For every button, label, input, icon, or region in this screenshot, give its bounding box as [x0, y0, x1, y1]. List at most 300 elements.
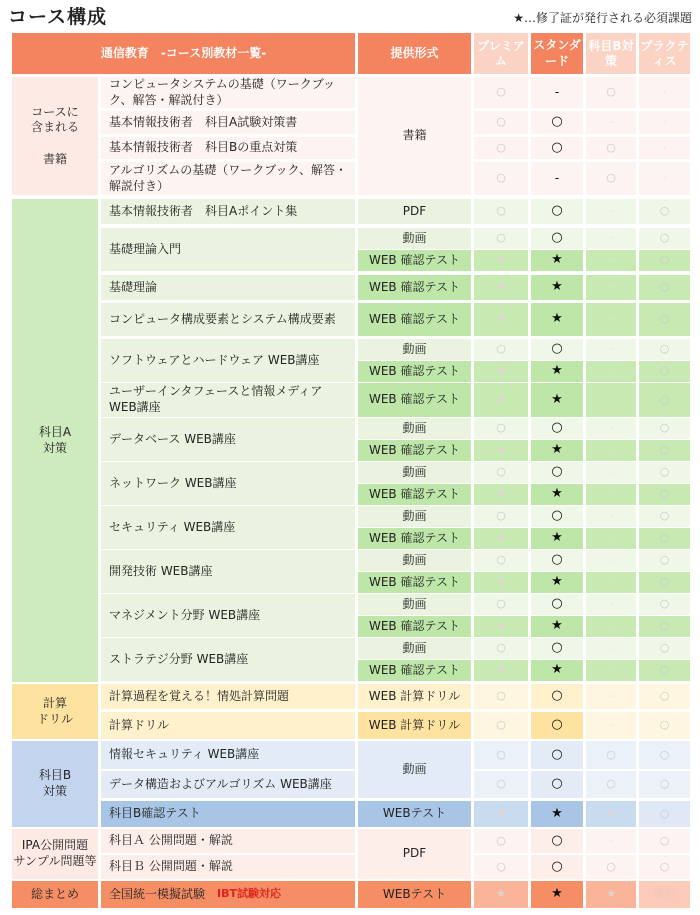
row-11v-practice-cell [639, 462, 690, 483]
circle-icon: ○ [496, 747, 506, 761]
row-15v-subjectb-cell [586, 638, 636, 659]
circle-icon: ○ [496, 465, 506, 479]
row-6-practice-cell [639, 275, 690, 300]
star-icon: ★ [551, 363, 563, 379]
group-books: コースに 含まれる 書籍 [12, 77, 98, 195]
item-title: コンピュータ構成要素とシステム構成要素 [101, 303, 355, 336]
row-5t-premium-cell [474, 250, 528, 271]
row-19-practice-cell [639, 771, 690, 798]
circle-icon: ○ [606, 140, 616, 154]
format-video: 動画 [358, 418, 471, 439]
format-video: 動画 [358, 741, 471, 798]
format-web-test: WEB 確認テスト [358, 361, 471, 382]
dash-icon: - [609, 641, 613, 655]
circle-icon: ○ [659, 342, 670, 356]
dash-icon: - [609, 253, 613, 267]
dash-icon: - [609, 487, 613, 501]
row-15v-standard-cell [531, 638, 583, 659]
item-title: 基礎理論 [101, 275, 355, 300]
circle-icon: ○ [551, 640, 563, 656]
row-10t-practice-cell [639, 440, 690, 461]
row-20-practice-cell [639, 801, 690, 827]
circle-icon: ○ [659, 253, 670, 267]
row-13t-subjectb-cell [586, 572, 636, 593]
row-6-subjectb-cell [586, 275, 636, 300]
row-19-subjectb-cell [586, 771, 636, 798]
circle-icon: ○ [606, 859, 616, 873]
dash-icon: - [609, 204, 613, 218]
star-icon: ★ [551, 574, 563, 590]
row-8t-practice-cell [639, 361, 690, 382]
row-10v-practice-cell [639, 418, 690, 439]
row-22-practice-cell [639, 855, 690, 879]
row-0-subjectb-cell [586, 77, 636, 108]
row-12t-premium-cell [474, 528, 528, 549]
row-16-premium-cell [474, 684, 528, 709]
row-11t-practice-cell [639, 484, 690, 505]
format-pdf-a: PDF [358, 199, 471, 224]
format-video: 動画 [358, 550, 471, 571]
format-webtest: WEBテスト [358, 881, 471, 908]
row-21-practice-cell [639, 829, 690, 853]
row-8v-subjectb-cell [586, 339, 636, 360]
row-9-practice-cell [639, 383, 690, 417]
row-18-practice-cell [639, 741, 690, 769]
circle-icon: ○ [551, 203, 563, 219]
row-12v-subjectb-cell [586, 506, 636, 527]
star-icon: ★ [551, 311, 563, 327]
dash-icon: - [609, 619, 613, 633]
row-2-subjectb-cell [586, 137, 636, 159]
circle-icon: ○ [551, 717, 563, 733]
circle-icon: ○ [496, 171, 506, 185]
item-title: 基本情報技術者 科目A試験対策書 [101, 111, 355, 134]
row-5v-standard-cell [531, 228, 583, 249]
item-title: データベース WEB講座 [101, 418, 355, 461]
item-title: コンピュータシステムの基礎（ワークブック、解答・解説付き） [101, 77, 355, 108]
circle-icon: ○ [659, 641, 670, 655]
dash-icon: - [609, 465, 613, 479]
row-8t-premium-cell [474, 361, 528, 382]
dash-icon: - [662, 85, 667, 99]
row-16-practice-cell [639, 684, 690, 709]
format-web-test: WEB 確認テスト [358, 303, 471, 336]
circle-icon: ○ [659, 465, 670, 479]
circle-icon: ○ [659, 663, 670, 677]
row-18-premium-cell [474, 741, 528, 769]
row-5v-subjectb-cell [586, 228, 636, 249]
circle-icon: ○ [551, 596, 563, 612]
circle-icon: ○ [496, 204, 506, 218]
row-15t-premium-cell [474, 660, 528, 681]
row-4-practice-cell [639, 199, 690, 224]
dash-icon: - [609, 553, 613, 567]
row-5v-premium-cell [474, 228, 528, 249]
format-web-test: WEB 確認テスト [358, 440, 471, 461]
circle-icon: ○ [496, 859, 506, 873]
row-13t-premium-cell [474, 572, 528, 593]
row-12t-standard-cell [531, 528, 583, 549]
item-title: データ構造およびアルゴリズム WEB講座 [101, 771, 355, 798]
row-10v-subjectb-cell [586, 418, 636, 439]
dash-icon: - [554, 84, 560, 99]
circle-icon: ○ [659, 364, 670, 378]
group-subject-b: 科目B 対策 [12, 741, 98, 827]
row-14v-standard-cell [531, 594, 583, 615]
item-title: 科目Ｂ 公開問題・解説 [101, 855, 355, 879]
circle-icon: ○ [659, 747, 670, 761]
circle-icon: ○ [659, 392, 670, 406]
row-20-standard-cell [531, 801, 583, 827]
dash-icon: - [609, 597, 613, 611]
item-title: 基礎理論入門 [101, 228, 355, 271]
row-21-premium-cell [474, 829, 528, 853]
circle-icon: ○ [659, 443, 670, 457]
format-web-test: WEB 確認テスト [358, 528, 471, 549]
circle-icon: ○ [659, 553, 670, 567]
star-icon: ★ [496, 253, 506, 267]
star-icon: ★ [496, 575, 506, 589]
format-video: 動画 [358, 462, 471, 483]
circle-icon: ○ [496, 553, 506, 567]
row-10v-standard-cell [531, 418, 583, 439]
row-6-premium-cell [474, 275, 528, 300]
row-14t-practice-cell [639, 616, 690, 637]
star-icon: ★ [551, 530, 563, 546]
ibt-badge: IBT試験対応 [217, 887, 281, 901]
dash-icon: - [662, 115, 667, 129]
dash-icon: - [609, 443, 613, 457]
star-icon: ★ [496, 487, 506, 501]
format-web-test: WEB 確認テスト [358, 275, 471, 300]
row-14t-standard-cell [531, 616, 583, 637]
row-16-subjectb-cell [586, 684, 636, 709]
star-icon: ★ [551, 805, 563, 821]
format-video: 動画 [358, 638, 471, 659]
row-12t-subjectb-cell [586, 528, 636, 549]
row-17-standard-cell [531, 712, 583, 739]
row-14v-practice-cell [639, 594, 690, 615]
page-title: コース構成 [8, 6, 108, 28]
circle-icon: ○ [496, 231, 506, 245]
row-17-subjectb-cell [586, 712, 636, 739]
star-icon: ★ [551, 391, 563, 407]
header-subjectb: 科目B対策 [586, 33, 636, 74]
circle-icon: ○ [659, 806, 670, 820]
row-14v-premium-cell [474, 594, 528, 615]
circle-icon: ○ [659, 204, 670, 218]
circle-icon: ○ [551, 464, 563, 480]
dash-icon: - [609, 364, 613, 378]
circle-icon: ○ [659, 597, 670, 611]
star-icon: ★ [496, 364, 506, 378]
row-20-subjectb-cell [586, 801, 636, 827]
header-standard: スタンダード [531, 33, 583, 74]
row-0-practice-cell [639, 77, 690, 108]
row-5t-subjectb-cell [586, 250, 636, 271]
row-13v-practice-cell [639, 550, 690, 571]
format-web-test: WEB 確認テスト [358, 484, 471, 505]
select-label: 選択 [653, 887, 676, 901]
star-icon: ★ [496, 280, 506, 294]
row-18-subjectb-cell [586, 741, 636, 769]
row-23-practice-cell [639, 881, 690, 908]
circle-icon: ○ [496, 421, 506, 435]
dash-icon: - [609, 531, 613, 545]
legend-note: ★…修了証が発行される必須課題 [513, 11, 692, 25]
row-12v-premium-cell [474, 506, 528, 527]
star-icon: ★ [551, 442, 563, 458]
row-15t-practice-cell [639, 660, 690, 681]
item-title: 基本情報技術者 科目Bの重点対策 [101, 137, 355, 159]
circle-icon: ○ [659, 487, 670, 501]
circle-icon: ○ [496, 777, 506, 791]
header-premium: プレミアム [474, 33, 528, 74]
circle-icon: ○ [606, 171, 616, 185]
row-9-subjectb-cell [586, 383, 636, 417]
row-11v-subjectb-cell [586, 462, 636, 483]
circle-icon: ○ [496, 718, 506, 732]
circle-icon: ○ [551, 832, 563, 848]
dash-icon: - [609, 833, 613, 847]
item-title [101, 881, 355, 908]
dash-icon: - [609, 575, 613, 589]
row-0-premium-cell [474, 77, 528, 108]
circle-icon: ○ [551, 858, 563, 874]
format-book: 書籍 [358, 77, 471, 195]
star-icon: ★ [551, 252, 563, 268]
row-21-subjectb-cell [586, 829, 636, 853]
row-1-practice-cell [639, 111, 690, 134]
row-7-practice-cell [639, 303, 690, 336]
circle-icon: ○ [496, 509, 506, 523]
row-22-standard-cell [531, 855, 583, 879]
row-22-subjectb-cell [586, 855, 636, 879]
format-webtest: WEBテスト [358, 801, 471, 827]
row-3-practice-cell [639, 162, 690, 195]
row-11t-subjectb-cell [586, 484, 636, 505]
row-23-subjectb-cell [586, 881, 636, 908]
circle-icon: ○ [659, 718, 670, 732]
row-8t-standard-cell [531, 361, 583, 382]
circle-icon: ○ [551, 230, 563, 246]
row-12v-standard-cell [531, 506, 583, 527]
row-13t-standard-cell [531, 572, 583, 593]
row-2-premium-cell [474, 137, 528, 159]
format-web-test: WEB 確認テスト [358, 572, 471, 593]
row-23-premium-cell [474, 881, 528, 908]
star-icon: ★ [496, 887, 506, 901]
star-icon: ★ [606, 887, 616, 901]
item-title: ユーザーインタフェースと情報メディア WEB講座 [101, 383, 355, 417]
circle-icon: ○ [496, 597, 506, 611]
row-7-premium-cell [474, 303, 528, 336]
row-13v-premium-cell [474, 550, 528, 571]
row-1-standard-cell [531, 111, 583, 134]
row-18-standard-cell [531, 741, 583, 769]
circle-icon: ○ [659, 833, 670, 847]
format-web-test: WEB 確認テスト [358, 660, 471, 681]
row-11t-standard-cell [531, 484, 583, 505]
format-pdf-ipa: PDF [358, 829, 471, 879]
row-1-subjectb-cell [586, 111, 636, 134]
row-15v-premium-cell [474, 638, 528, 659]
row-3-subjectb-cell [586, 162, 636, 195]
star-icon: ★ [496, 392, 506, 406]
row-8v-practice-cell [639, 339, 690, 360]
item-title-text: 全国統一模擬試験 [109, 886, 206, 901]
header-course: 通信教育 -コース別教材一覧- [12, 33, 355, 74]
item-title: アルゴリズムの基礎（ワークブック、解答・解説付き） [101, 162, 355, 195]
row-21-standard-cell [531, 829, 583, 853]
item-title: 計算過程を覚える！情処計算問題 [101, 684, 355, 709]
row-1-premium-cell [474, 111, 528, 134]
circle-icon: ○ [496, 833, 506, 847]
row-9-premium-cell [474, 383, 528, 417]
row-7-subjectb-cell [586, 303, 636, 336]
dash-icon: - [609, 392, 613, 406]
star-icon: ★ [606, 806, 616, 820]
circle-icon: ○ [659, 619, 670, 633]
circle-icon: ○ [659, 280, 670, 294]
row-3-standard-cell [531, 162, 583, 195]
item-title: 科目B確認テスト [101, 801, 355, 827]
dash-icon: - [609, 718, 613, 732]
star-icon: ★ [551, 886, 563, 902]
circle-icon: ○ [496, 85, 506, 99]
row-16-standard-cell [531, 684, 583, 709]
circle-icon: ○ [659, 531, 670, 545]
format-video: 動画 [358, 228, 471, 249]
row-2-standard-cell [531, 137, 583, 159]
group-calc-drill: 計算 ドリル [12, 684, 98, 739]
row-7-standard-cell [531, 303, 583, 336]
circle-icon: ○ [606, 747, 616, 761]
dash-icon: - [609, 312, 613, 326]
star-icon: ★ [551, 279, 563, 295]
row-19-premium-cell [474, 771, 528, 798]
circle-icon: ○ [551, 341, 563, 357]
row-10t-standard-cell [531, 440, 583, 461]
star-icon: ★ [551, 618, 563, 634]
dash-icon: - [609, 421, 613, 435]
circle-icon: ○ [551, 552, 563, 568]
star-icon: ★ [496, 663, 506, 677]
circle-icon: ○ [659, 777, 670, 791]
row-6-standard-cell [531, 275, 583, 300]
star-icon: ★ [551, 486, 563, 502]
row-14t-subjectb-cell [586, 616, 636, 637]
item-title: 開発技術 WEB講座 [101, 550, 355, 593]
row-13t-practice-cell [639, 572, 690, 593]
item-title: 基本情報技術者 科目Aポイント集 [101, 199, 355, 224]
circle-icon: ○ [551, 746, 563, 762]
circle-icon: ○ [659, 231, 670, 245]
circle-icon: ○ [496, 641, 506, 655]
row-10t-premium-cell [474, 440, 528, 461]
row-17-premium-cell [474, 712, 528, 739]
row-12v-practice-cell [639, 506, 690, 527]
row-8v-standard-cell [531, 339, 583, 360]
dash-icon: - [609, 663, 613, 677]
group-subject-a: 科目A 対策 [12, 199, 98, 682]
row-14t-premium-cell [474, 616, 528, 637]
dash-icon: - [609, 342, 613, 356]
item-title: 計算ドリル [101, 712, 355, 739]
row-8v-premium-cell [474, 339, 528, 360]
item-title: マネジメント分野 WEB講座 [101, 594, 355, 637]
row-10v-premium-cell [474, 418, 528, 439]
row-5v-practice-cell [639, 228, 690, 249]
row-14v-subjectb-cell [586, 594, 636, 615]
row-9-standard-cell [531, 383, 583, 417]
star-icon: ★ [496, 619, 506, 633]
item-title: 情報セキュリティ WEB講座 [101, 741, 355, 769]
format-video: 動画 [358, 506, 471, 527]
row-10t-subjectb-cell [586, 440, 636, 461]
row-2-practice-cell [639, 137, 690, 159]
circle-icon: ○ [496, 689, 506, 703]
item-title: ネットワーク WEB講座 [101, 462, 355, 505]
row-0-standard-cell [531, 77, 583, 108]
circle-icon: ○ [659, 575, 670, 589]
row-13v-subjectb-cell [586, 550, 636, 571]
format-drill: WEB 計算ドリル [358, 712, 471, 739]
circle-icon: ○ [659, 859, 670, 873]
format-web-test: WEB 確認テスト [358, 250, 471, 271]
row-15v-practice-cell [639, 638, 690, 659]
row-11v-premium-cell [474, 462, 528, 483]
row-22-premium-cell [474, 855, 528, 879]
circle-icon: ○ [551, 776, 563, 792]
circle-icon: ○ [606, 85, 616, 99]
row-3-premium-cell [474, 162, 528, 195]
dash-icon: - [662, 171, 667, 185]
row-4-subjectb-cell [586, 199, 636, 224]
row-12t-practice-cell [639, 528, 690, 549]
row-23-standard-cell [531, 881, 583, 908]
circle-icon: ○ [551, 688, 563, 704]
row-4-standard-cell [531, 199, 583, 224]
format-drill: WEB 計算ドリル [358, 684, 471, 709]
row-4-premium-cell [474, 199, 528, 224]
dash-icon: - [609, 231, 613, 245]
format-video: 動画 [358, 339, 471, 360]
circle-icon: ○ [551, 114, 563, 130]
star-icon: ★ [496, 531, 506, 545]
item-title: ソフトウェアとハードウェア WEB講座 [101, 339, 355, 382]
item-title: ストラテジ分野 WEB講座 [101, 638, 355, 681]
dash-icon: - [662, 140, 667, 154]
circle-icon: ○ [551, 508, 563, 524]
group-summary: 総まとめ [12, 881, 98, 908]
row-15t-subjectb-cell [586, 660, 636, 681]
dash-icon: - [554, 170, 560, 185]
circle-icon: ○ [659, 312, 670, 326]
row-5t-standard-cell [531, 250, 583, 271]
circle-icon: ○ [659, 421, 670, 435]
row-20-premium-cell [474, 801, 528, 827]
header-format: 提供形式 [358, 33, 471, 74]
dash-icon: - [609, 280, 613, 294]
circle-icon: ○ [551, 139, 563, 155]
star-icon: ★ [551, 662, 563, 678]
circle-icon: ○ [659, 689, 670, 703]
item-title: 科目Ａ 公開問題・解説 [101, 829, 355, 853]
dash-icon: - [609, 509, 613, 523]
dash-icon: - [609, 115, 613, 129]
row-5t-practice-cell [639, 250, 690, 271]
